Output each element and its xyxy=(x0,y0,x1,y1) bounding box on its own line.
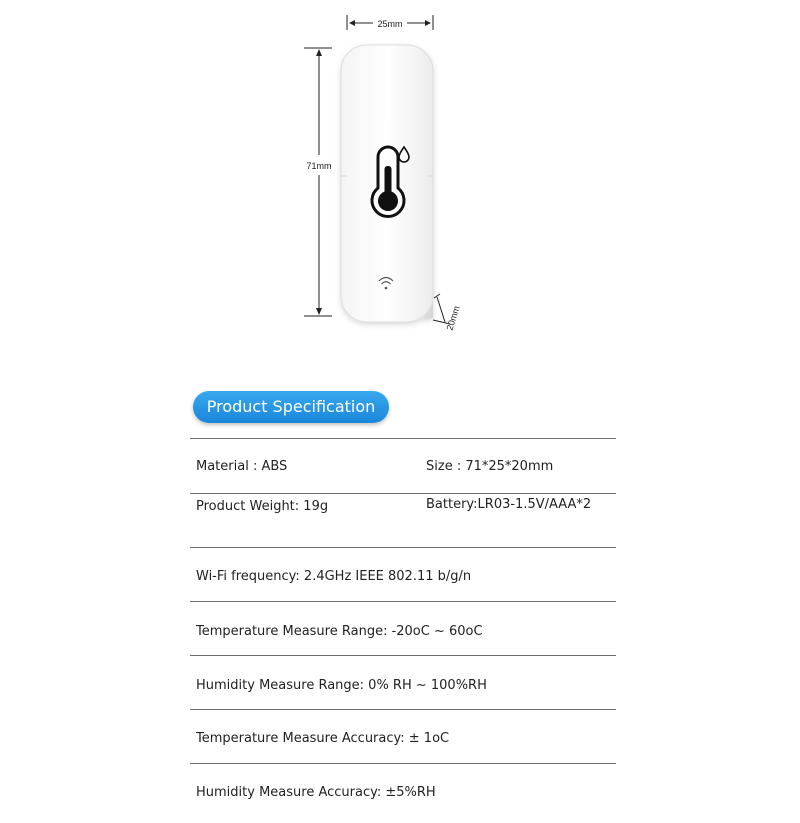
spec-table xyxy=(190,438,616,823)
size-spec: Size : 71*25*20mm xyxy=(426,459,554,474)
spec-row xyxy=(190,709,616,763)
temperature-accuracy-spec: Temperature Measure Accuracy: ± 1oC xyxy=(196,731,450,746)
spec-row xyxy=(190,438,616,493)
wifi-frequency-spec: Wi-Fi frequency: 2.4GHz IEEE 802.11 b/g/n xyxy=(196,569,472,584)
humidity-accuracy-spec: Humidity Measure Accuracy: ±5%RH xyxy=(196,785,436,800)
depth-label: 20mm xyxy=(444,304,462,332)
material-spec: Material : ABS xyxy=(196,459,288,474)
weight-spec: Product Weight: 19g xyxy=(196,499,329,514)
width-dimension xyxy=(347,15,433,30)
product-illustration xyxy=(0,0,800,370)
height-dimension xyxy=(304,48,332,316)
battery-spec: Battery:LR03-1.5V/AAA*2 xyxy=(426,497,592,512)
height-label: 71mm xyxy=(306,161,332,171)
spec-row xyxy=(190,655,616,709)
spec-row xyxy=(190,493,616,547)
depth-dimension xyxy=(433,294,462,332)
temperature-range-spec: Temperature Measure Range: -20oC ~ 60oC xyxy=(196,624,483,639)
spec-row xyxy=(190,601,616,655)
product-specification-badge: Product Specification xyxy=(193,391,389,423)
humidity-range-spec: Humidity Measure Range: 0% RH ~ 100%RH xyxy=(196,678,487,693)
spec-row xyxy=(190,547,616,601)
spec-row xyxy=(190,763,616,823)
width-label: 25mm xyxy=(377,19,403,29)
